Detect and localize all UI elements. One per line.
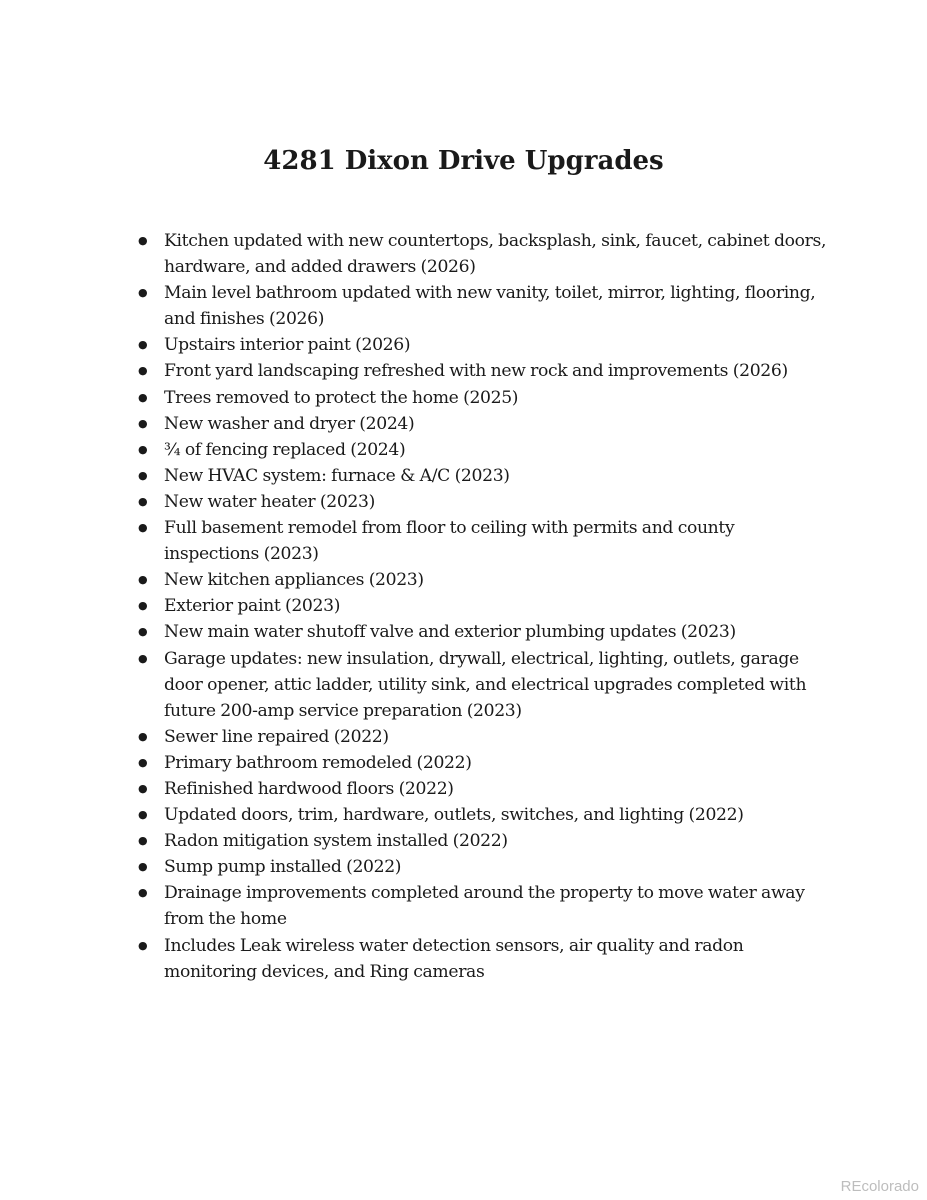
list-item-text: Upstairs interior paint (2026) xyxy=(164,335,411,356)
bullet-icon: ● xyxy=(138,886,148,900)
list-item xyxy=(132,515,832,567)
list-item xyxy=(132,358,832,384)
list-item-text: Full basement remodel from floor to ceiling with permits and county inspections (2023) xyxy=(164,518,735,565)
bullet-icon: ● xyxy=(138,781,148,795)
list-item-text: Includes Leak wireless water detection sensors, air quality and radon monitoring devices, and Ring cameras xyxy=(164,935,744,982)
bullet-icon: ● xyxy=(138,286,148,300)
list-item xyxy=(132,463,832,489)
list-item xyxy=(132,854,832,880)
list-item xyxy=(132,724,832,750)
bullet-icon: ● xyxy=(138,729,148,743)
bullet-icon: ● xyxy=(138,494,148,508)
bullet-icon: ● xyxy=(138,390,148,404)
upgrades-list xyxy=(132,228,832,985)
list-item xyxy=(132,437,832,463)
list-item-text: Trees removed to protect the home (2025) xyxy=(164,387,519,408)
bullet-icon: ● xyxy=(138,808,148,822)
bullet-icon: ● xyxy=(138,521,148,535)
list-item xyxy=(132,411,832,437)
list-item xyxy=(132,619,832,645)
bullet-icon: ● xyxy=(138,338,148,352)
list-item-text: Front yard landscaping refreshed with new rock and improvements (2026) xyxy=(164,361,788,382)
list-item xyxy=(132,228,832,280)
list-item-text: Main level bathroom updated with new vanity, toilet, mirror, lighting, flooring, and finishes (2026) xyxy=(164,283,816,330)
list-item xyxy=(132,567,832,593)
bullet-icon: ● xyxy=(138,755,148,769)
list-item xyxy=(132,828,832,854)
bullet-icon: ● xyxy=(138,364,148,378)
bullet-icon: ● xyxy=(138,416,148,430)
list-item xyxy=(132,646,832,724)
page-title: 4281 Dixon Drive Upgrades xyxy=(263,146,664,176)
bullet-icon: ● xyxy=(138,442,148,456)
list-item-text: ¾ of fencing replaced (2024) xyxy=(164,439,406,460)
list-item-text: Drainage improvements completed around the property to move water away from the home xyxy=(164,883,805,930)
list-item-text: Exterior paint (2023) xyxy=(164,596,341,617)
list-item xyxy=(132,802,832,828)
list-item xyxy=(132,280,832,332)
list-item-text: Sewer line repaired (2022) xyxy=(164,726,389,747)
list-item-text: New HVAC system: furnace & A/C (2023) xyxy=(164,465,510,486)
bullet-icon: ● xyxy=(138,234,148,247)
list-item xyxy=(132,593,832,619)
list-item xyxy=(132,385,832,411)
list-item xyxy=(132,776,832,802)
list-item xyxy=(132,332,832,358)
list-item-text: New washer and dryer (2024) xyxy=(164,413,415,434)
list-item-text: Garage updates: new insulation, drywall, electrical, lighting, outlets, garage door opener, attic ladder, utility sink, and electrical upgrades completed with future 200-amp service preparation (2023) xyxy=(164,648,807,721)
watermark: REcolorado xyxy=(840,1178,919,1195)
bullet-icon: ● xyxy=(138,834,148,848)
bullet-icon: ● xyxy=(138,860,148,874)
list-item-text: New main water shutoff valve and exterior plumbing updates (2023) xyxy=(164,622,736,643)
list-item-text: Radon mitigation system installed (2022) xyxy=(164,831,508,852)
list-item-text: Primary bathroom remodeled (2022) xyxy=(164,752,472,773)
list-item-text: New water heater (2023) xyxy=(164,491,375,512)
list-item xyxy=(132,750,832,776)
bullet-icon: ● xyxy=(138,651,148,665)
list-item-text: New kitchen appliances (2023) xyxy=(164,570,424,591)
list-item xyxy=(132,880,832,932)
bullet-icon: ● xyxy=(138,625,148,639)
list-item-text: Kitchen updated with new countertops, backsplash, sink, faucet, cabinet doors, hardware, and added drawers (2026) xyxy=(164,231,827,278)
list-item xyxy=(132,933,832,985)
bullet-icon: ● xyxy=(138,468,148,482)
list-item xyxy=(132,489,832,515)
bullet-icon: ● xyxy=(138,573,148,587)
list-item-text: Updated doors, trim, hardware, outlets, switches, and lighting (2022) xyxy=(164,805,744,826)
list-item-text: Sump pump installed (2022) xyxy=(164,857,402,878)
bullet-icon: ● xyxy=(138,599,148,613)
bullet-icon: ● xyxy=(138,938,148,952)
list-item-text: Refinished hardwood floors (2022) xyxy=(164,778,454,799)
